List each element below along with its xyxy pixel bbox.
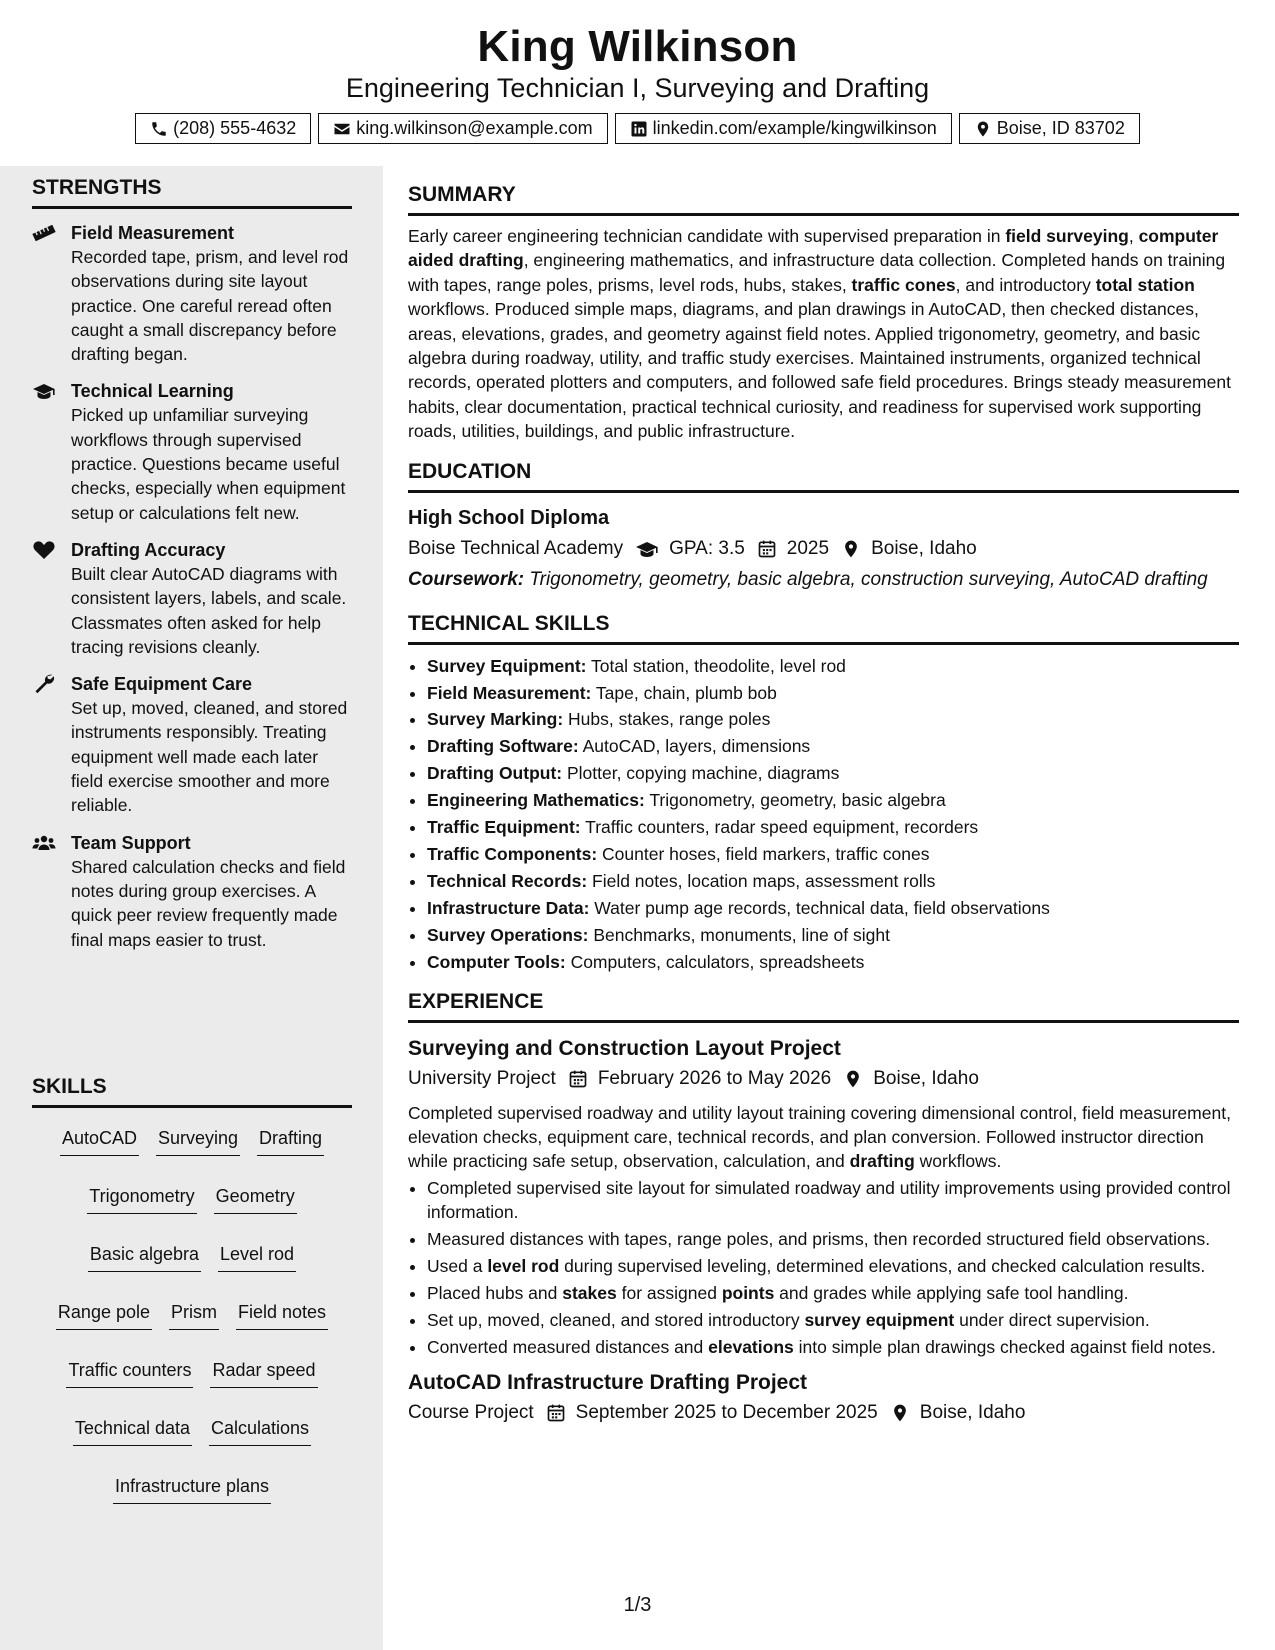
skill-chip: Range pole: [56, 1300, 152, 1330]
candidate-name: King Wilkinson: [477, 22, 798, 71]
calendar-icon: [568, 1069, 588, 1089]
list-item: • Completed supervised site layout for simulated roadway and utility improvements using provided control information.: [427, 1176, 1239, 1225]
education-heading: EDUCATION: [408, 460, 1239, 493]
strength-desc: Shared calculation checks and field notes during group exercises. A quick peer review frequently made final maps easier to trust.: [71, 856, 346, 950]
school-name: Boise Technical Academy: [408, 537, 624, 559]
experience-heading: EXPERIENCE: [408, 990, 1239, 1023]
strength-item: [32, 538, 352, 659]
skill-chip: Technical data: [73, 1416, 192, 1446]
job-bullets: [408, 1176, 1239, 1359]
job-meta: [408, 1399, 1239, 1427]
phone-text: (208) 555-4632: [173, 118, 297, 138]
list-item: • Computer Tools: Computers, calculators, spreadsheets: [427, 949, 1239, 976]
list-item: • Technical Records: Field notes, location maps, assessment rolls: [427, 868, 1239, 895]
job-description: Completed supervised roadway and utility layout training covering dimensional control, field measurement, elevation checks, equipment care, technical records, and plan conversion. Followed instructor direction while practicing safe setup, observation, calculation, and drafting workflows.: [408, 1102, 1231, 1172]
map-pin-icon: [841, 539, 861, 559]
strengths-heading: STRENGTHS: [32, 176, 352, 209]
map-pin-icon: [974, 120, 992, 138]
skill-chip: Field notes: [236, 1300, 328, 1330]
job-location: Boise, Idaho: [873, 1067, 979, 1089]
strength-desc: Picked up unfamiliar surveying workflows through supervised practice. Questions became useful checks, especially when equipment setup or calculations felt new.: [71, 405, 346, 523]
graduation-year: 2025: [786, 537, 830, 559]
job-dates: September 2025 to December 2025: [575, 1402, 878, 1424]
strength-desc: Recorded tape, prism, and level rod observations during site layout practice. One careful reread often caught a small discrepancy before drafting began.: [71, 247, 349, 365]
contact-row: [0, 113, 1275, 144]
strength-item: [32, 831, 352, 952]
graduation-cap-icon: [635, 539, 659, 559]
list-item: • Traffic Components: Counter hoses, field markers, traffic cones: [427, 841, 1239, 868]
skills-section: [32, 1075, 352, 1504]
list-item: • Set up, moved, cleaned, and stored introductory survey equipment under direct supervision.: [427, 1308, 1239, 1332]
candidate-title: Engineering Technician I, Surveying and Drafting: [345, 73, 930, 103]
education-meta: [408, 535, 1239, 563]
list-item: • Converted measured distances and elevations into simple plan drawings checked against field notes.: [427, 1335, 1239, 1359]
list-item: • Engineering Mathematics: Trigonometry, geometry, basic algebra: [427, 787, 1239, 814]
contact-phone[interactable]: [135, 113, 311, 144]
skill-chip: Calculations: [209, 1416, 311, 1446]
school-location: Boise, Idaho: [871, 537, 977, 559]
list-item: • Traffic Equipment: Traffic counters, radar speed equipment, recorders: [427, 814, 1239, 841]
strength-name: Drafting Accuracy: [71, 539, 226, 560]
skill-chip: Traffic counters: [66, 1358, 193, 1388]
heart-icon: [32, 540, 56, 560]
wrench-icon: [32, 674, 56, 694]
ruler-icon: [32, 223, 56, 243]
skill-chip: Trigonometry: [87, 1184, 196, 1214]
skill-chip: Basic algebra: [88, 1242, 201, 1272]
envelope-icon: [333, 120, 351, 138]
job-org: Course Project: [408, 1402, 534, 1424]
job-title: Surveying and Construction Layout Project: [408, 1036, 841, 1060]
strength-name: Safe Equipment Care: [71, 674, 253, 695]
list-item: • Measured distances with tapes, range poles, and prisms, then recorded structured field observations.: [427, 1227, 1239, 1251]
technical-skills-heading: TECHNICAL SKILLS: [408, 612, 1239, 645]
skill-chip: Drafting: [257, 1126, 324, 1156]
strength-item: [32, 221, 352, 366]
contact-linkedin[interactable]: [615, 113, 952, 144]
calendar-icon: [546, 1403, 566, 1423]
list-item: • Infrastructure Data: Water pump age records, technical data, field observations: [427, 895, 1239, 922]
skills-heading: SKILLS: [32, 1075, 352, 1108]
strength-desc: Built clear AutoCAD diagrams with consistent layers, labels, and scale. Classmates often asked for help tracing revisions cleanly.: [71, 563, 347, 657]
strength-name: Technical Learning: [71, 381, 234, 402]
resume-header: [0, 0, 1275, 166]
skill-chip: Level rod: [218, 1242, 296, 1272]
list-item: • Drafting Software: AutoCAD, layers, dimensions: [427, 733, 1239, 760]
skill-chip: Surveying: [156, 1126, 240, 1156]
linkedin-text: linkedin.com/example/kingwilkinson: [652, 118, 937, 138]
graduation-cap-icon: [32, 381, 56, 401]
strength-name: Team Support: [71, 832, 191, 853]
contact-location: [959, 113, 1140, 144]
skill-chip: Infrastructure plans: [113, 1474, 271, 1504]
location-text: Boise, ID 83702: [996, 118, 1125, 138]
map-pin-icon: [890, 1403, 910, 1423]
sidebar: [0, 166, 383, 1650]
technical-skills-list: [408, 653, 1239, 976]
gpa: GPA: 3.5: [669, 537, 745, 559]
strength-name: Field Measurement: [71, 223, 235, 243]
skill-chip: Prism: [169, 1300, 219, 1330]
job-location: Boise, Idaho: [919, 1402, 1026, 1424]
job-title: AutoCAD Infrastructure Drafting Project: [408, 1371, 808, 1395]
list-item: • Used a level rod during supervised leveling, determined elevations, and checked calculation results.: [427, 1254, 1239, 1278]
skills-chips: [32, 1126, 352, 1504]
list-item: • Survey Marking: Hubs, stakes, range poles: [427, 706, 1239, 733]
job-org: University Project: [408, 1067, 556, 1089]
skill-chip: AutoCAD: [60, 1126, 139, 1156]
list-item: • Survey Operations: Benchmarks, monuments, line of sight: [427, 922, 1239, 949]
strength-desc: Set up, moved, cleaned, and stored instruments responsibly. Treating equipment well made each later field exercise smoother and more reliable.: [71, 698, 348, 816]
strength-item: [32, 379, 352, 524]
main-content: [408, 166, 1239, 1427]
job-dates: February 2026 to May 2026: [597, 1067, 832, 1089]
phone-icon: [150, 120, 168, 138]
strengths-section: [32, 176, 352, 952]
calendar-icon: [757, 539, 777, 559]
list-item: • Placed hubs and stakes for assigned points and grades while applying safe tool handling.: [427, 1281, 1239, 1305]
email-text: king.wilkinson@example.com: [356, 118, 593, 138]
map-pin-icon: [843, 1069, 863, 1089]
skill-chip: Radar speed: [210, 1358, 317, 1388]
linkedin-icon: [630, 120, 648, 138]
job-meta: [408, 1065, 1239, 1093]
users-icon: [32, 833, 56, 853]
page-number: 1/3: [623, 1594, 652, 1616]
summary-text: Early career engineering technician candidate with supervised preparation in field surveying, computer aided drafting, engineering mathematics, and infrastructure data collection. Completed hands on training with tapes, range poles, prisms, level rods, hubs, stakes, traffic cones, and introductory total station workflows. Produced simple maps, diagrams, and plan drawings in AutoCAD, then checked distances, areas, elevations, grades, and geometry against field notes. Applied trigonometry, geometry, and basic algebra during roadway, utility, and traffic study exercises. Maintained instruments, organized technical records, operated plotters and computers, and followed safe field procedures. Brings steady measurement habits, clear documentation, practical technical curiosity, and readiness for supervised work supporting roads, utilities, buildings, and public infrastructure.: [408, 226, 1231, 442]
contact-email[interactable]: [318, 113, 607, 144]
list-item: • Field Measurement: Tape, chain, plumb bob: [427, 680, 1239, 707]
summary-heading: SUMMARY: [408, 183, 1239, 216]
skill-chip: Geometry: [214, 1184, 297, 1214]
coursework: Coursework: Trigonometry, geometry, basic algebra, construction surveying, AutoCAD drafting: [408, 568, 1208, 590]
list-item: • Survey Equipment: Total station, theodolite, level rod: [427, 653, 1239, 680]
strength-item: [32, 672, 352, 817]
list-item: • Drafting Output: Plotter, copying machine, diagrams: [427, 760, 1239, 787]
degree-title: High School Diploma: [408, 506, 610, 529]
